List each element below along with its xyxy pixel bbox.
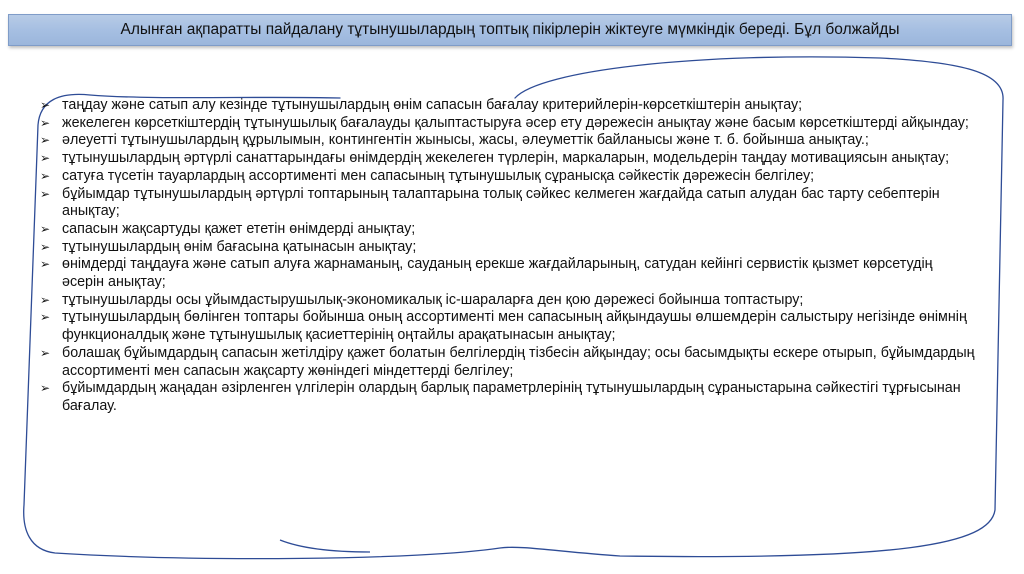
list-item: ➢ өнімдерді таңдауға және сатып алуға жарнаманың, сауданың ерекше жағдайларының, сатудан кейінгі сервистік қызмет көрсетудің әсерін анықтау; bbox=[40, 256, 933, 291]
arrowhead-bullet-icon: ➢ bbox=[40, 133, 51, 148]
arrowhead-bullet-icon: ➢ bbox=[40, 310, 51, 325]
arrowhead-bullet-icon: ➢ bbox=[40, 257, 51, 272]
list-item: ➢ тұтынушылардың бөлінген топтары бойынша оның ассортименті мен сапасының айқындаушы өлшемдерін салыстыру негізінде өнімнің функционалдық және тұтынушылық қасиеттерінің оңтайлы арақатынасын анықтау; bbox=[40, 309, 967, 344]
arrowhead-bullet-icon: ➢ bbox=[40, 98, 51, 112]
list-item: ➢ болашақ бұйымдардың сапасын жетілдіру қажет болатын белгілердің тізбесін айқындау; осы басымдықты ескере отырып, бұйымдардың ассортименті мен сапасын жақсарту жөніндегі міндеттерді белгілеу; bbox=[40, 344, 975, 379]
arrowhead-bullet-icon: ➢ bbox=[40, 239, 51, 254]
list-item: ➢ тұтынушылардың өнім бағасына қатынасын анықтау; bbox=[40, 238, 417, 255]
list-item: ➢ сатуға түсетін тауарлардың ассортименті мен сапасының тұтынушылық сұранысқа сәйкестік дәрежесін белгілеу; bbox=[40, 167, 815, 184]
arrowhead-bullet-icon: ➢ bbox=[40, 168, 51, 183]
list-item: ➢ бұйымдар тұтынушылардың әртүрлі топтарының талаптарына толық сәйкес келмеген жағдайда сатып алудан бас тарту себептерін анықтау; bbox=[40, 185, 940, 220]
arrowhead-bullet-icon: ➢ bbox=[40, 345, 51, 360]
arrowhead-bullet-icon: ➢ bbox=[40, 115, 51, 130]
list-item: ➢ сапасын жақсартуды қажет ететін өнімдерді анықтау; bbox=[40, 220, 416, 237]
arrowhead-bullet-icon: ➢ bbox=[40, 292, 51, 307]
list-item: ➢ таңдау және сатып алу кезінде тұтынушылардың өнім сапасын бағалау критерийлерін-көрсеткіштерін анықтау; bbox=[40, 97, 803, 113]
list-item: ➢ жекелеген көрсеткіштердің тұтынушылық бағалауды қалыптастыруға әсер ету дәрежесін анықтау және басым көрсеткіштерді айқындау; bbox=[40, 114, 969, 131]
list-item: ➢ бұйымдардың жаңадан әзірленген үлгілерін олардың барлық параметрлерінің тұтынушылардың сұраныстарына сәйкестігі тұрғысынан бағалау. bbox=[40, 380, 961, 414]
arrowhead-bullet-icon: ➢ bbox=[40, 151, 51, 166]
arrowhead-bullet-icon: ➢ bbox=[40, 186, 51, 201]
title-bar bbox=[8, 14, 1012, 46]
list-item: ➢ тұтынушыларды осы ұйымдастырушылық-экономикалық іс-шараларға ден қою дәрежесі бойынша топтастыру; bbox=[40, 291, 804, 308]
slide-title: Алынған ақпаратты пайдалану тұтынушылардың топтық пікірлерін жіктеуге мүмкіндік береді. Бұл болжайды bbox=[120, 21, 900, 38]
list-item: ➢ әлеуетті тұтынушылардың құрылымын, контингентін жынысы, жасы, әлеуметтік байланысы және т. б. бойынша анықтау.; bbox=[40, 132, 869, 149]
criteria-list bbox=[40, 97, 975, 416]
arrowhead-bullet-icon: ➢ bbox=[40, 381, 51, 396]
list-item: ➢ тұтынушылардың әртүрлі санаттарындағы өнімдердің жекелеген түрлерін, маркаларын, модельдерін таңдау мотивациясын анықтау; bbox=[40, 150, 950, 167]
arrowhead-bullet-icon: ➢ bbox=[40, 221, 51, 236]
